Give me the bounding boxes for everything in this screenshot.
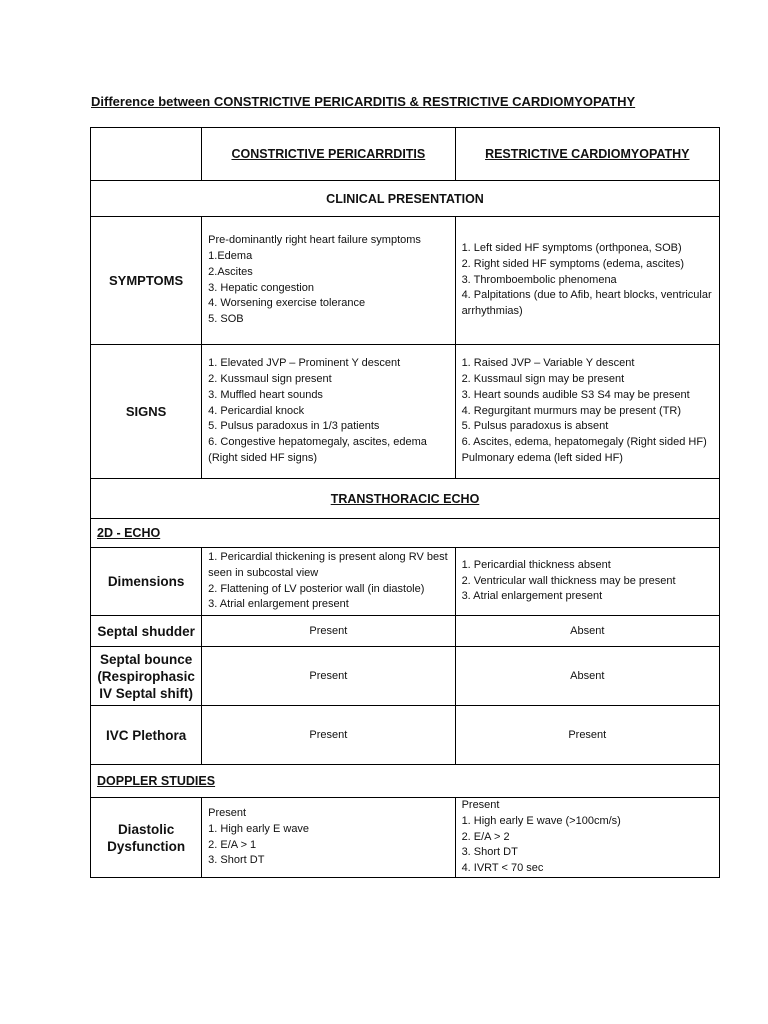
symptoms-restrictive-cell bbox=[455, 217, 719, 345]
dimensions-restrictive-cell bbox=[455, 548, 719, 616]
signs-constrictive-line: 6. Congestive hepatomegaly, ascites, edema (Right sided HF signs) bbox=[208, 436, 427, 464]
septal-bounce-label-line: IV Septal shift) bbox=[99, 685, 193, 701]
diastolic-label-line: Dysfunction bbox=[107, 838, 186, 854]
signs-restrictive-line: 5. Pulsus paradoxus is absent bbox=[461, 420, 609, 433]
diastolic-restrictive-cell bbox=[455, 798, 719, 878]
septal-bounce-label-line: Septal bounce bbox=[99, 651, 193, 667]
signs-label: SIGNS bbox=[91, 345, 202, 479]
dimensions-row bbox=[91, 548, 720, 616]
ivc-plethora-label: IVC Plethora bbox=[91, 706, 202, 765]
signs-constrictive-cell bbox=[202, 345, 455, 479]
dimensions-label: Dimensions bbox=[91, 548, 202, 616]
signs-row bbox=[91, 345, 720, 479]
ivc-plethora-row bbox=[91, 706, 720, 765]
clinical-section-row bbox=[91, 181, 720, 217]
signs-constrictive-line: 2. Kussmaul sign present bbox=[208, 373, 332, 385]
septal-shudder-constrictive: Present bbox=[202, 616, 455, 647]
symptoms-restrictive-line: 1. Left sided HF symptoms (orthponea, SOB) bbox=[461, 242, 682, 254]
symptoms-constrictive-line: 1.Edema bbox=[208, 249, 253, 262]
septal-bounce-label-line: (Respirophasic bbox=[97, 668, 195, 684]
septal-bounce-restrictive: Absent bbox=[455, 647, 719, 706]
septal-bounce-row bbox=[91, 647, 720, 706]
signs-restrictive-line: 2. Kussmaul sign may be present bbox=[461, 373, 625, 385]
diastolic-constrictive-cell bbox=[202, 798, 455, 878]
diastolic-restrictive-line: 1. High early E wave (>100cm/s) bbox=[461, 814, 621, 827]
diastolic-constrictive-line: Present bbox=[208, 806, 247, 819]
septal-shudder-label: Septal shudder bbox=[91, 616, 202, 647]
signs-constrictive-line: 4. Pericardial knock bbox=[208, 404, 305, 417]
signs-restrictive-cell bbox=[455, 345, 719, 479]
dimensions-restrictive-line: 1. Pericardial thickness absent bbox=[461, 558, 611, 571]
symptoms-constrictive-line: 3. Hepatic congestion bbox=[208, 281, 314, 294]
signs-constrictive-line: 3. Muffled heart sounds bbox=[208, 388, 323, 401]
diastolic-dysfunction-label bbox=[91, 798, 202, 878]
diastolic-constrictive-line: 2. E/A > 1 bbox=[208, 838, 257, 851]
diastolic-restrictive-line: 4. IVRT < 70 sec bbox=[461, 862, 544, 875]
symptoms-restrictive-line: 4. Palpitations (due to Afib, heart blocks, ventricular arrhythmias) bbox=[461, 289, 712, 318]
doppler-row bbox=[91, 765, 720, 798]
doppler-studies-heading: DOPPLER STUDIES bbox=[91, 765, 720, 798]
symptoms-constrictive-line: Pre-dominantly right heart failure symptoms bbox=[208, 234, 421, 247]
dimensions-restrictive-line: 3. Atrial enlargement present bbox=[461, 590, 603, 603]
septal-bounce-label bbox=[91, 647, 202, 706]
symptoms-restrictive-line: 3. Thromboembolic phenomena bbox=[461, 273, 617, 286]
dimensions-constrictive-line: 2. Flattening of LV posterior wall (in diastole) bbox=[208, 582, 425, 595]
dimensions-restrictive-line: 2. Ventricular wall thickness may be present bbox=[461, 574, 676, 587]
signs-restrictive-line: 6. Ascites, edema, hepatomegaly (Right sided HF) bbox=[461, 436, 707, 449]
ivc-plethora-constrictive: Present bbox=[202, 706, 455, 765]
signs-restrictive-line: Pulmonary edema (left sided HF) bbox=[461, 451, 623, 464]
diastolic-restrictive-line: 3. Short DT bbox=[461, 846, 518, 859]
header-row bbox=[91, 128, 720, 181]
symptoms-label: SYMPTOMS bbox=[91, 217, 202, 345]
symptoms-constrictive-line: 5. SOB bbox=[208, 313, 244, 326]
septal-shudder-restrictive: Absent bbox=[455, 616, 719, 647]
septal-shudder-row bbox=[91, 616, 720, 647]
signs-constrictive-line: 1. Elevated JVP – Prominent Y descent bbox=[208, 357, 401, 370]
symptoms-constrictive-line: 4. Worsening exercise tolerance bbox=[208, 297, 366, 310]
diastolic-constrictive-line: 3. Short DT bbox=[208, 854, 265, 867]
dimensions-constrictive-cell bbox=[202, 548, 455, 616]
echo-2d-row bbox=[91, 519, 720, 548]
symptoms-restrictive-line: 2. Right sided HF symptoms (edema, ascites) bbox=[461, 257, 685, 270]
diastolic-constrictive-line: 1. High early E wave bbox=[208, 822, 310, 835]
septal-bounce-constrictive: Present bbox=[202, 647, 455, 706]
2d-echo-heading: 2D - ECHO bbox=[91, 519, 720, 548]
signs-restrictive-line: 3. Heart sounds audible S3 S4 may be present bbox=[461, 388, 690, 401]
signs-restrictive-line: 4. Regurgitant murmurs may be present (TR) bbox=[461, 404, 682, 417]
empty-header-cell bbox=[91, 128, 202, 181]
signs-constrictive-line: 5. Pulsus paradoxus in 1/3 patients bbox=[208, 420, 380, 433]
constrictive-header: CONSTRICTIVE PERICARRDITIS bbox=[202, 128, 455, 181]
dimensions-constrictive-line: 3. Atrial enlargement present bbox=[208, 598, 349, 611]
diastolic-restrictive-line: 2. E/A > 2 bbox=[461, 830, 510, 843]
diastolic-dysfunction-row bbox=[91, 798, 720, 878]
ivc-plethora-restrictive: Present bbox=[455, 706, 719, 765]
transthoracic-echo-heading: TRANSTHORACIC ECHO bbox=[91, 479, 720, 519]
symptoms-constrictive-line: 2.Ascites bbox=[208, 265, 253, 278]
echo-section-row bbox=[91, 479, 720, 519]
clinical-presentation-heading: CLINICAL PRESENTATION bbox=[91, 181, 720, 217]
comparison-table bbox=[90, 127, 720, 878]
dimensions-constrictive-line: 1. Pericardial thickening is present along RV best seen in subcostal view bbox=[208, 550, 448, 579]
diastolic-restrictive-line: Present bbox=[461, 799, 500, 811]
document-title: Difference between CONSTRICTIVE PERICARDITIS & RESTRICTIVE CARDIOMYOPATHY bbox=[91, 94, 636, 109]
symptoms-constrictive-cell bbox=[202, 217, 455, 345]
symptoms-row bbox=[91, 217, 720, 345]
diastolic-label-line: Diastolic bbox=[117, 821, 175, 837]
signs-restrictive-line: 1. Raised JVP – Variable Y descent bbox=[461, 357, 635, 370]
restrictive-header: RESTRICTIVE CARDIOMYOPATHY bbox=[455, 128, 719, 181]
